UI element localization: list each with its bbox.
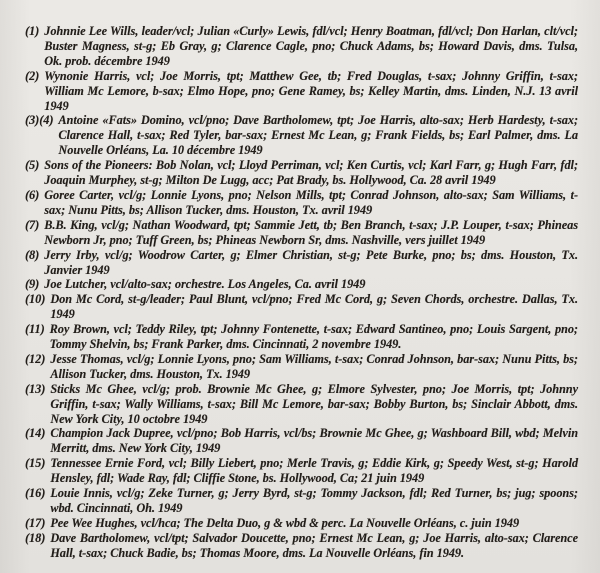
entry-text: Wynonie Harris, vcl; Joe Morris, tpt; Matthew Gee, tb; Fred Douglas, t-sax; Johnny Griffin, t-sax; William Mc Lemore, b-sax; Elmo Hope, pno; Gene Ramey, bs; Kelley Martin, dms. Linden, N.J. 13 avril 1949 [44,68,578,113]
discography-entry [25,277,578,292]
discography-entry [25,426,578,456]
discography-entry [25,158,578,188]
entry-text: B.B. King, vcl/g; Nathan Woodward, tpt; Sammie Jett, tb; Ben Branch, t-sax; J.P. Louper, t-sax; Phineas Newborn Jr, pno; Tuff Green, bs; Phineas Newborn Sr, dms. Nashville, vers juillet 1949 [44,217,578,247]
discography-entry [25,516,578,531]
entry-text: Pee Wee Hughes, vcl/hca; The Delta Duo, g & wbd & perc. La Nouvelle Orléans, c. juin 1949 [50,515,520,530]
discography-entry [25,24,578,69]
discography-entry [25,292,578,322]
entry-number: (13) [25,381,46,396]
entry-number: (2) [25,68,40,83]
entry-number: (3)(4) [25,113,54,128]
discography-entry [25,531,578,561]
entry-number: (8) [25,247,40,262]
entry-text: Johnnie Lee Wills, leader/vcl; Julian «Curly» Lewis, fdl/vcl; Henry Boatman, fdl/vcl; Don Harlan, clt/vcl; Buster Magness, st-g; Eb Gray, g; Clarence Cagle, pno; Chuck Adams, bs; Howard Davis, dms. Tulsa, Ok. prob. décembre 1949 [44,24,578,68]
entry-number: (6) [25,187,40,202]
entry-number: (10) [25,292,46,307]
entry-text: Jerry Irby, vcl/g; Woodrow Carter, g; Elmer Christian, st-g; Pete Burke, pno; bs; dms. Houston, Tx. Janvier 1949 [44,247,578,277]
entry-text: Antoine «Fats» Domino, vcl/pno; Dave Bartholomew, tpt; Joe Harris, alto-sax; Herb Hardesty, t-sax; Clarence Hall, t-sax; Red Tyler, bar-sax; Ernest Mc Lean, g; Frank Fields, bs; Earl Palmer, dms. La Nouvelle Orléans, La. 10 décembre 1949 [58,113,578,158]
entry-number: (12) [25,351,46,366]
entry-text: Roy Brown, vcl; Teddy Riley, tpt; Johnny Fontenette, t-sax; Edward Santineo, pno; Louis Sargent, pno; Tommy Shelvin, bs; Frank Parker, dms. Cincinnati, 2 novembre 1949. [49,322,578,352]
entry-number: (5) [25,158,40,173]
discography-entry [25,352,578,382]
entry-number: (18) [25,530,46,545]
discography-entry [25,248,578,278]
discography-entry [25,322,578,352]
entry-text: Jesse Thomas, vcl/g; Lonnie Lyons, pno; Sam Williams, t-sax; Conrad Johnson, bar-sax; Nunu Pitts, bs; Allison Tucker, dms. Houston, Tx. 1949 [50,351,578,381]
entry-text: Goree Carter, vcl/g; Lonnie Lyons, pno; Nelson Mills, tpt; Conrad Johnson, alto-sax; Sam Williams, t-sax; Nunu Pitts, bs; Allison Tucker, dms. Houston, Tx. avril 1949 [44,187,578,217]
entry-text: Louie Innis, vcl/g; Zeke Turner, g; Jerry Byrd, st-g; Tommy Jackson, fdl; Red Turner, bs; jug; spoons; wbd. Cincinnati, Oh. 1949 [50,486,578,515]
entry-number: (9) [25,277,40,292]
entry-number: (16) [25,486,46,501]
entry-text: Tennessee Ernie Ford, vcl; Billy Liebert, pno; Merle Travis, g; Eddie Kirk, g; Speedy West, st-g; Harold Hensley, fdl; Wade Ray, fdl; Cliffie Stone, bs. Hollywood, Ca; 21 juin 1949 [50,456,578,486]
discography-entry [25,69,578,114]
discography-entry [25,113,578,158]
entry-text: Sticks Mc Ghee, vcl/g; prob. Brownie Mc Ghee, g; Elmore Sylvester, pno; Joe Morris, tpt; Johnny Griffin, t-sax; Wally Williams, t-sax; Bill Mc Lemore, bar-sax; Bobby Burton, bs; Sinclair Abbott, dms. New York City, 10 octobre 1949 [50,381,578,426]
entry-text: Don Mc Cord, st-g/leader; Paul Blunt, vcl/pno; Fred Mc Cord, g; Seven Chords, orchestre. Dallas, Tx. 1949 [50,292,578,322]
entry-number: (7) [25,217,40,232]
discography-entry [25,486,578,516]
discography-entry [25,218,578,248]
discography-entry [25,382,578,427]
discography-entry [25,456,578,486]
entry-number: (14) [25,426,46,441]
entry-number: (1) [25,24,40,38]
entry-text: Sons of the Pioneers: Bob Nolan, vcl; Lloyd Perriman, vcl; Ken Curtis, vcl; Karl Farr, g; Hugh Farr, fdl; Joaquin Murphey, st-g; Milton De Lugg, acc; Pat Brady, bs. Hollywood, Ca. 28 avril 1949 [44,158,578,188]
entry-text: Joe Lutcher, vcl/alto-sax; orchestre. Los Angeles, Ca. avril 1949 [44,277,366,292]
entry-number: (11) [25,322,45,337]
entry-text: Champion Jack Dupree, vcl/pno; Bob Harris, vcl/bs; Brownie Mc Ghee, g; Washboard Bill, wbd; Melvin Merritt, dms. New York City, 1949 [50,426,578,456]
entry-number: (15) [25,456,46,471]
discography-entry [25,188,578,218]
entry-number: (17) [25,515,46,530]
entry-text: Dave Bartholomew, vcl/tpt; Salvador Doucette, pno; Ernest Mc Lean, g; Joe Harris, alto-sax; Clarence Hall, t-sax; Chuck Badie, bs; Thomas Moore, dms. La Nouvelle Orléans, fin 1949. [50,530,578,560]
